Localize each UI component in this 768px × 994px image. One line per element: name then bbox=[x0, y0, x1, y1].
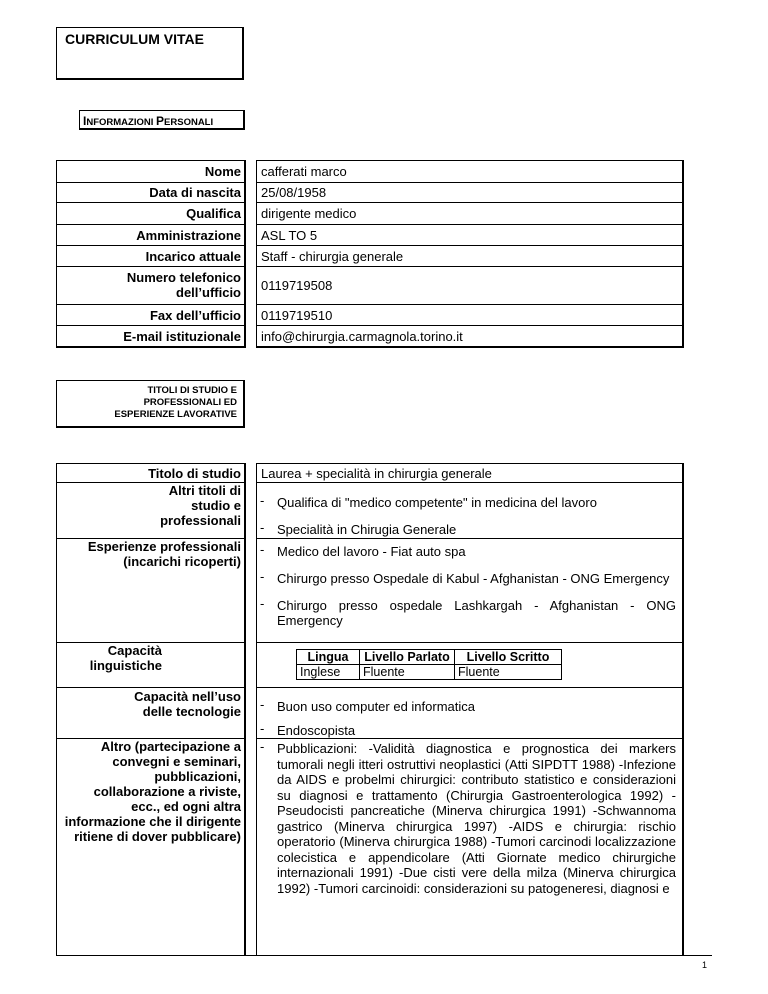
value-altri-titoli bbox=[256, 482, 684, 538]
table-row bbox=[297, 665, 562, 680]
list-item: - Qualifica di "medico competente" in medicina del lavoro bbox=[257, 495, 682, 510]
label-altro: Altro (partecipazione a convegni e seminari, pubblicazioni, collaborazione a riviste, ecc., ed ogni altra informazione che il dirigente ritiene di dover pubblicare) bbox=[56, 738, 246, 955]
label-qualifica: Qualifica bbox=[56, 202, 246, 224]
footer-divider bbox=[56, 955, 712, 956]
publications-text: - Pubblicazioni: -Validità diagnostica e prognostica dei markers tumorali negli itteri ostruttivi neoplastici (Atti SIPDTT 1988) -Infezione da AIDS e probelmi chirurgici: contributo statistico e considerazioni su diagnosi e trattamento (Chirurgia Gastroenterologica 1992) -Pseudocisti pancreatiche (Minerva chirurgica 1991) -Schwannoma gastrico (Minerva chirurgica 1997) -AIDS e chirurgia: rischio operatorio (Minerva chirurgica 1988) -Tumori carcinodi localizzazione colecistica e appendicolare (Atti Giornate medico chirurgiche internazionali 1991) -Due cisti vere della milza (Minerva chirurgica 1992) -Tumori carcinoidi: considerazioni su patogeneresi, diagnosi e bbox=[257, 741, 682, 896]
label-titolo-studio: Titolo di studio bbox=[56, 463, 246, 482]
header-lingua: Lingua bbox=[297, 650, 360, 665]
label-telefono: Numero telefonico dell’ufficio bbox=[56, 266, 246, 304]
value-nome: cafferati marco bbox=[256, 160, 684, 182]
label-tecnologie: Capacità nell’uso delle tecnologie bbox=[56, 687, 246, 738]
header-scritto: Livello Scritto bbox=[455, 650, 562, 665]
cv-title: CURRICULUM VITAE bbox=[56, 27, 244, 80]
label-incarico: Incarico attuale bbox=[56, 245, 246, 266]
cell-lingua: Inglese bbox=[297, 665, 360, 680]
header-parlato: Livello Parlato bbox=[360, 650, 455, 665]
section-personal-info: INFORMAZIONI PERSONALI bbox=[79, 110, 245, 130]
label-data-nascita: Data di nascita bbox=[56, 182, 246, 202]
language-table bbox=[296, 649, 562, 680]
label-email: E-mail istituzionale bbox=[56, 325, 246, 348]
value-email[interactable]: info@chirurgia.carmagnola.torino.it bbox=[256, 325, 684, 348]
label-amministrazione: Amministrazione bbox=[56, 224, 246, 245]
value-qualifica: dirigente medico bbox=[256, 202, 684, 224]
value-titolo-studio: Laurea + specialità in chirurgia generale bbox=[256, 463, 684, 482]
section-titles-experience: TITOLI DI STUDIO E PROFESSIONALI ED ESPERIENZE LAVORATIVE bbox=[56, 380, 245, 428]
list-item: - Specialità in Chirugia Generale bbox=[257, 522, 682, 537]
value-data-nascita: 25/08/1958 bbox=[256, 182, 684, 202]
value-tecnologie bbox=[256, 687, 684, 738]
value-incarico: Staff - chirurgia generale bbox=[256, 245, 684, 266]
value-fax: 0119719510 bbox=[256, 304, 684, 325]
cell-parlato: Fluente bbox=[360, 665, 455, 680]
label-lingue: Capacità linguistiche bbox=[56, 642, 246, 687]
value-amministrazione: ASL TO 5 bbox=[256, 224, 684, 245]
label-esperienze: Esperienze professionali (incarichi ricoperti) bbox=[56, 538, 246, 642]
value-altro bbox=[256, 738, 684, 955]
label-altri-titoli: Altri titoli di studio e professionali bbox=[56, 482, 246, 538]
label-nome: Nome bbox=[56, 160, 246, 182]
label-fax: Fax dell’ufficio bbox=[56, 304, 246, 325]
list-item: - Chirurgo presso ospedale Lashkargah - Afghanistan - ONG Emergency bbox=[257, 598, 682, 628]
value-telefono: 0119719508 bbox=[256, 266, 684, 304]
page-number: 1 bbox=[702, 960, 708, 970]
list-item: - Buon uso computer ed informatica bbox=[257, 699, 682, 714]
cell-scritto: Fluente bbox=[455, 665, 562, 680]
list-item: - Endoscopista bbox=[257, 723, 682, 738]
list-item: - Chirurgo presso Ospedale di Kabul - Afghanistan - ONG Emergency bbox=[257, 571, 682, 586]
list-item: - Medico del lavoro - Fiat auto spa bbox=[257, 544, 682, 559]
value-esperienze bbox=[256, 538, 684, 642]
